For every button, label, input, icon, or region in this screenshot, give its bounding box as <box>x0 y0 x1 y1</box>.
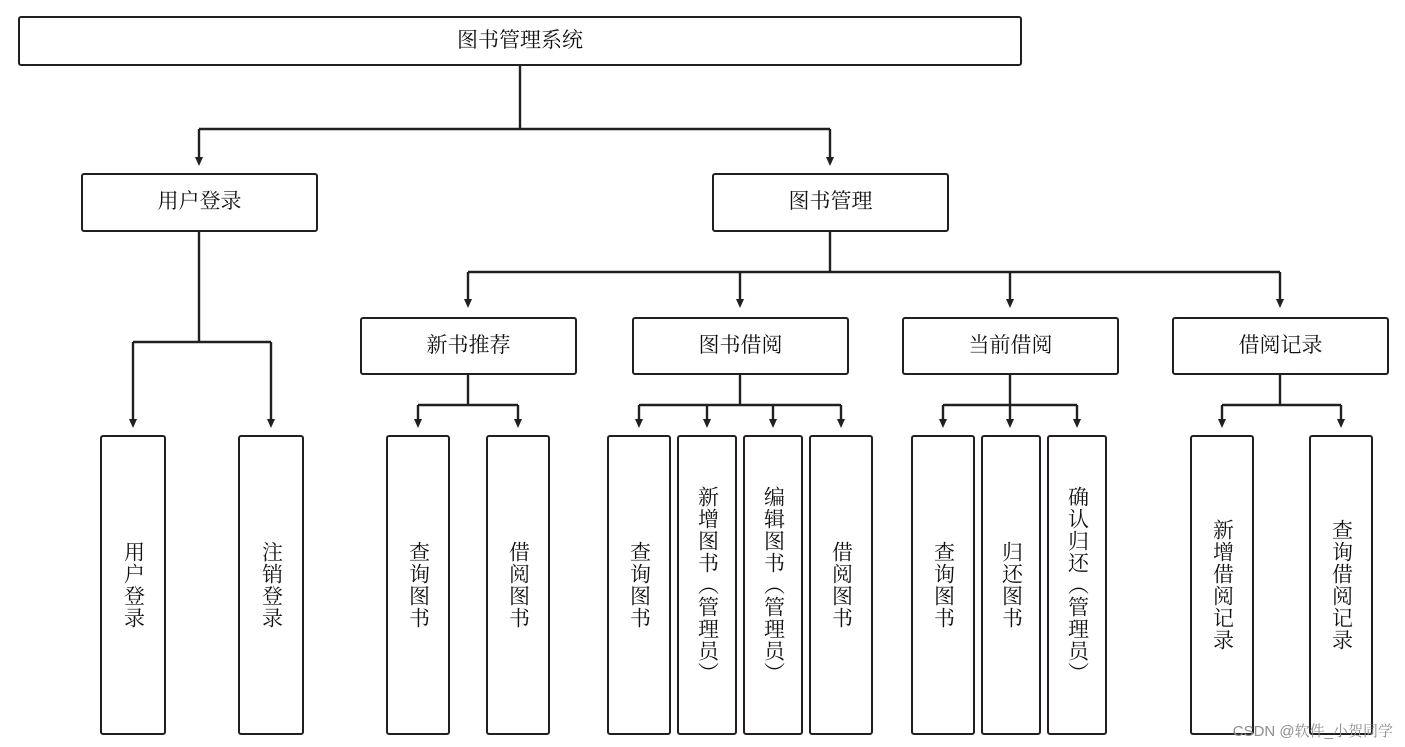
leaf-edit-book-label: 编辑图书（管理员） <box>761 486 785 684</box>
node-borrow-record[interactable] <box>1172 317 1389 375</box>
leaf-add-book-label: 新增图书（管理员） <box>695 486 719 684</box>
leaf-query-record-label: 查询借阅记录 <box>1329 519 1353 651</box>
node-book-management-label: 图书管理 <box>788 190 873 214</box>
leaf-query-record[interactable] <box>1309 435 1373 735</box>
node-current-borrow[interactable] <box>902 317 1119 375</box>
leaf-add-record[interactable] <box>1190 435 1254 735</box>
leaf-add-book[interactable] <box>677 435 737 735</box>
leaf-borrow-book-2-label: 借阅图书 <box>829 541 853 629</box>
leaf-query-book-1-label: 查询图书 <box>406 541 430 629</box>
leaf-query-book-1[interactable] <box>386 435 450 735</box>
leaf-borrow-book-2[interactable] <box>809 435 873 735</box>
leaf-query-book-2[interactable] <box>607 435 671 735</box>
node-root[interactable] <box>18 16 1022 66</box>
leaf-user-logout[interactable] <box>238 435 304 735</box>
leaf-borrow-book-1-label: 借阅图书 <box>506 541 530 629</box>
node-new-book-recommend-label: 新书推荐 <box>426 333 511 357</box>
node-current-borrow-label: 当前借阅 <box>968 333 1053 357</box>
leaf-user-login[interactable] <box>100 435 166 735</box>
leaf-user-logout-label: 注销登录 <box>259 541 283 629</box>
leaf-edit-book[interactable] <box>743 435 803 735</box>
leaf-return-book-label: 归还图书 <box>999 541 1023 629</box>
node-new-book-recommend[interactable] <box>360 317 577 375</box>
leaf-confirm-return-label: 确认归还（管理员） <box>1065 486 1089 684</box>
leaf-add-record-label: 新增借阅记录 <box>1210 519 1234 651</box>
node-book-management[interactable] <box>712 173 949 232</box>
leaf-query-book-2-label: 查询图书 <box>627 541 651 629</box>
leaf-query-book-3[interactable] <box>911 435 975 735</box>
leaf-return-book[interactable] <box>981 435 1041 735</box>
node-user-login-label: 用户登录 <box>157 190 242 214</box>
node-user-login[interactable] <box>81 173 318 232</box>
node-root-label: 图书管理系统 <box>457 28 583 52</box>
node-borrow-record-label: 借阅记录 <box>1238 333 1323 357</box>
leaf-borrow-book-1[interactable] <box>486 435 550 735</box>
leaf-query-book-3-label: 查询图书 <box>931 541 955 629</box>
node-book-borrow[interactable] <box>632 317 849 375</box>
leaf-confirm-return[interactable] <box>1047 435 1107 735</box>
leaf-user-login-label: 用户登录 <box>121 541 145 629</box>
watermark-text: CSDN @软件_小贺同学 <box>1232 723 1393 740</box>
node-book-borrow-label: 图书借阅 <box>698 333 783 357</box>
